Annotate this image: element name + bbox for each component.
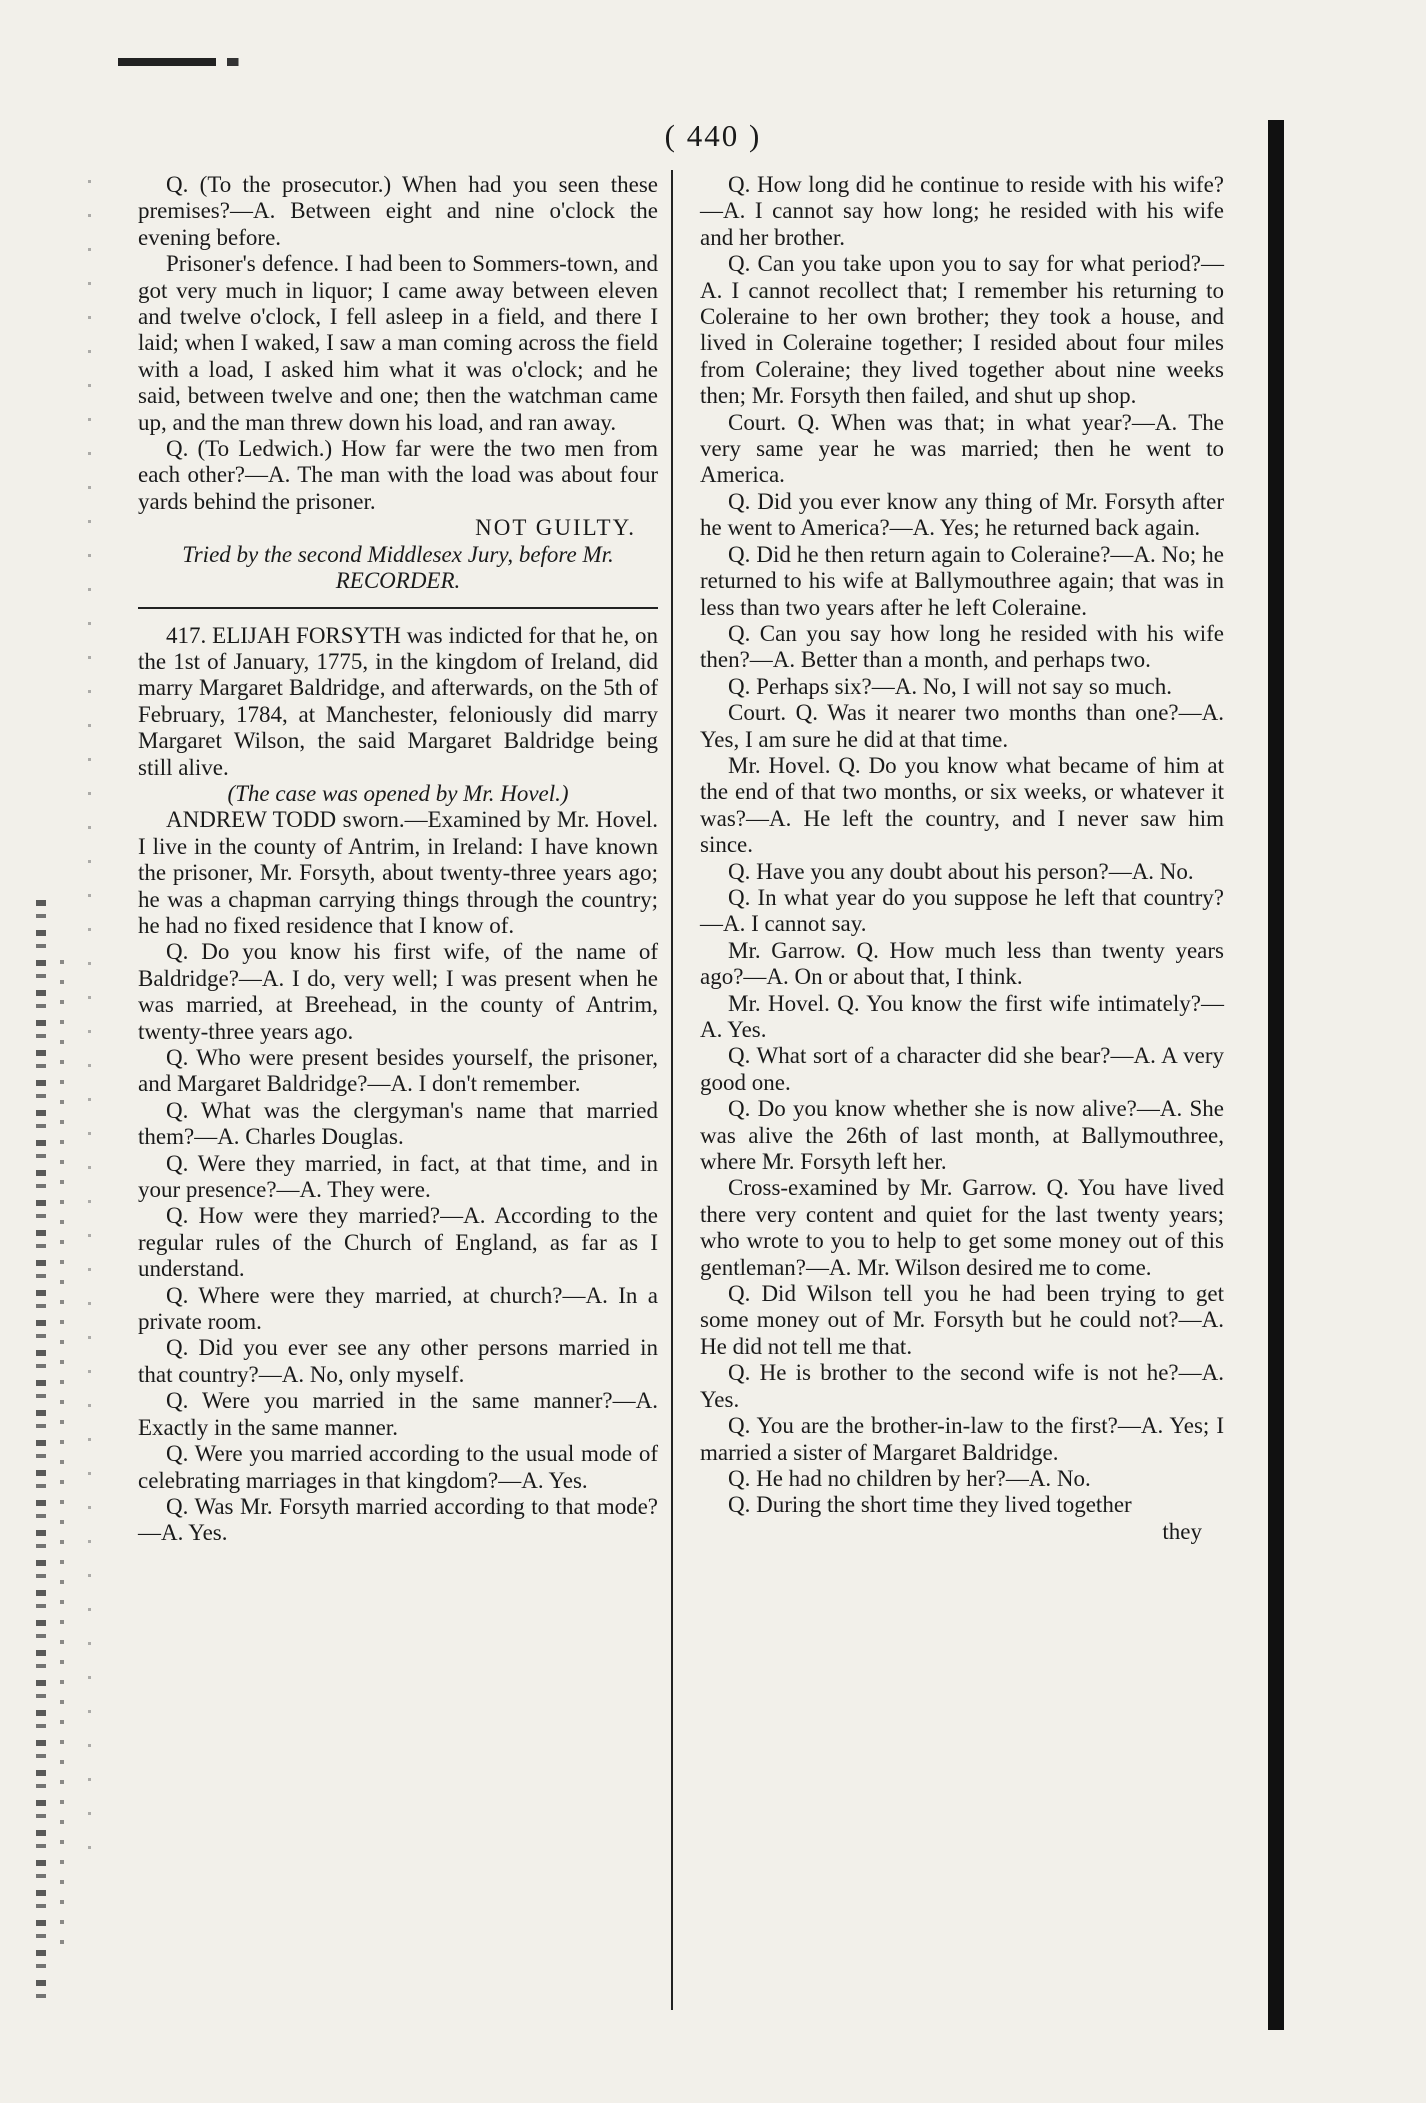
column-divider bbox=[671, 170, 673, 2010]
verdict-text: NOT GUILTY. bbox=[475, 515, 636, 541]
left-column-paragraph: Q. Do you know his first wife, of the name of Baldridge?—A. I do, very well; I was present when he was married, at Breehead, in the county of Antrim, twenty-three years ago. bbox=[138, 939, 658, 1044]
left-column-paragraph: Q. Were you married according to the usual mode of celebrating marriages in that kingdom?—A. Yes. bbox=[138, 1441, 658, 1493]
left-column-paragraph: Q. (To the prosecutor.) When had you seen these premises?—A. Between eight and nine o'clock the evening before. bbox=[138, 172, 658, 250]
right-column-paragraph: Court. Q. Was it nearer two months than one?—A. Yes, I am sure he did at that time. bbox=[700, 700, 1224, 752]
left-column bbox=[138, 172, 658, 1547]
left-column-paragraph: Q. How were they married?—A. According to the regular rules of the Church of England, as far as I understand. bbox=[138, 1203, 658, 1282]
right-column-paragraph: Q. Did Wilson tell you he had been trying to get some money out of Mr. Forsyth but he could not?—A. He did not tell me that. bbox=[700, 1281, 1224, 1359]
right-column-paragraph: Q. Have you any doubt about his person?—A. No. bbox=[728, 858, 1194, 884]
catchword: they bbox=[1162, 1518, 1202, 1544]
left-column-note: (The case was opened by Mr. Hovel.) bbox=[227, 780, 569, 806]
scan-artifact-left-edge bbox=[36, 900, 46, 2000]
right-column bbox=[700, 172, 1224, 1545]
right-column-paragraph: Q. He is brother to the second wife is not he?—A. Yes. bbox=[700, 1360, 1224, 1412]
left-column-paragraph: Q. Were they married, in fact, at that time, and in your presence?—A. They were. bbox=[138, 1150, 658, 1203]
scan-artifact-left-edge-3 bbox=[88, 180, 91, 1880]
left-column-note: Tried by the second Middlesex Jury, before Mr. RECORDER. bbox=[182, 541, 614, 594]
right-column-paragraph: Mr. Hovel. Q. Do you know what became of him at the end of that two months, or six weeks, or whatever it was?—A. He left the country, and I never saw him since. bbox=[700, 752, 1224, 858]
left-column-paragraph: Prisoner's defence. I had been to Sommers-town, and got very much in liquor; I came away between eleven and twelve o'clock, I fell asleep in a field, and there I laid; when I waked, I saw a man coming across the field with a load, I asked him what it was o'clock; and he said, between twelve and one; then the watchman came up, and the man threw down his load, and ran away. bbox=[138, 251, 658, 435]
left-column-paragraph: Q. (To Ledwich.) How far were the two men from each other?—A. The man with the load was about four yards behind the prisoner. bbox=[138, 436, 658, 514]
right-column-paragraph: Q. You are the brother-in-law to the first?—A. Yes; I married a sister of Margaret Baldridge. bbox=[700, 1413, 1224, 1465]
left-column-paragraph: Q. What was the clergyman's name that married them?—A. Charles Douglas. bbox=[138, 1097, 658, 1150]
right-column-paragraph: Q. Can you take upon you to say for what period?—A. I cannot recollect that; I remember his returning to Coleraine to her own brother; they took a house, and lived in Coleraine together; I resided about four miles from Coleraine; they lived together about nine weeks then; Mr. Forsyth then failed, and shut up shop. bbox=[700, 251, 1224, 409]
left-column-paragraph: Q. Did you ever see any other persons married in that country?—A. No, only myself. bbox=[138, 1335, 658, 1387]
left-column-paragraph: Q. Who were present besides yourself, the prisoner, and Margaret Baldridge?—A. I don't remember. bbox=[138, 1045, 658, 1097]
right-column-paragraph: Q. Do you know whether she is now alive?—A. She was alive the 26th of last month, at Ballymouthree, where Mr. Forsyth left her. bbox=[700, 1096, 1224, 1175]
right-column-paragraph: Q. Can you say how long he resided with his wife then?—A. Better than a month, and perhaps two. bbox=[700, 620, 1224, 673]
right-column-paragraph: Q. What sort of a character did she bear?—A. A very good one. bbox=[700, 1043, 1224, 1095]
right-column-paragraph: Q. In what year do you suppose he left that country?—A. I cannot say. bbox=[700, 884, 1224, 937]
scan-artifact-top bbox=[118, 58, 258, 66]
left-column-paragraph: Q. Were you married in the same manner?—A. Exactly in the same manner. bbox=[138, 1388, 658, 1440]
right-column-paragraph: Cross-examined by Mr. Garrow. Q. You have lived there very content and quiet for the last twenty years; who wrote to you to help to get some money out of this gentleman?—A. Mr. Wilson desired me to come. bbox=[700, 1175, 1224, 1280]
right-column-paragraph: Q. Did he then return again to Coleraine?—A. No; he returned to his wife at Ballymouthree again; that was in less than two years after he left Coleraine. bbox=[700, 541, 1224, 620]
right-column-paragraph: Q. Perhaps six?—A. No, I will not say so much. bbox=[728, 673, 1172, 699]
right-column-paragraph: Mr. Garrow. Q. How much less than twenty years ago?—A. On or about that, I think. bbox=[700, 937, 1224, 990]
left-column-paragraph: ANDREW TODD sworn.—Examined by Mr. Hovel. I live in the county of Antrim, in Ireland: I have known the prisoner, Mr. Forsyth, about twenty-three years ago; he was a chapman carrying things through the country; he had no fixed residence that I know of. bbox=[138, 807, 658, 938]
right-column-paragraph: Court. Q. When was that; in what year?—A. The very same year he was married; then he went to America. bbox=[700, 409, 1224, 488]
right-column-paragraph: Q. How long did he continue to reside with his wife?—A. I cannot say how long; he resided with his wife and her brother. bbox=[700, 172, 1224, 250]
scan-artifact-left-edge-2 bbox=[60, 960, 64, 1960]
right-column-paragraph: Q. He had no children by her?—A. No. bbox=[728, 1465, 1091, 1491]
section-rule bbox=[138, 607, 658, 609]
right-column-paragraph: Mr. Hovel. Q. You know the first wife intimately?—A. Yes. bbox=[700, 990, 1224, 1042]
scan-artifact-right-bar bbox=[1268, 120, 1284, 2030]
page-number: ( 440 ) bbox=[664, 118, 762, 153]
right-column-paragraph: Q. During the short time they lived together bbox=[728, 1492, 1132, 1518]
left-column-paragraph: Q. Where were they married, at church?—A. In a private room. bbox=[138, 1282, 658, 1335]
right-column-paragraph: Q. Did you ever know any thing of Mr. Forsyth after he went to America?—A. Yes; he returned back again. bbox=[700, 488, 1224, 541]
left-column-paragraph: Q. Was Mr. Forsyth married according to that mode?—A. Yes. bbox=[138, 1493, 658, 1546]
left-column-paragraph: 417. ELIJAH FORSYTH was indicted for that he, on the 1st of January, 1775, in the kingdom of Ireland, did marry Margaret Baldridge, and afterwards, on the 5th of February, 1784, at Manchester, feloniously did marry Margaret Wilson, the said Margaret Baldridge being still alive. bbox=[138, 622, 658, 780]
